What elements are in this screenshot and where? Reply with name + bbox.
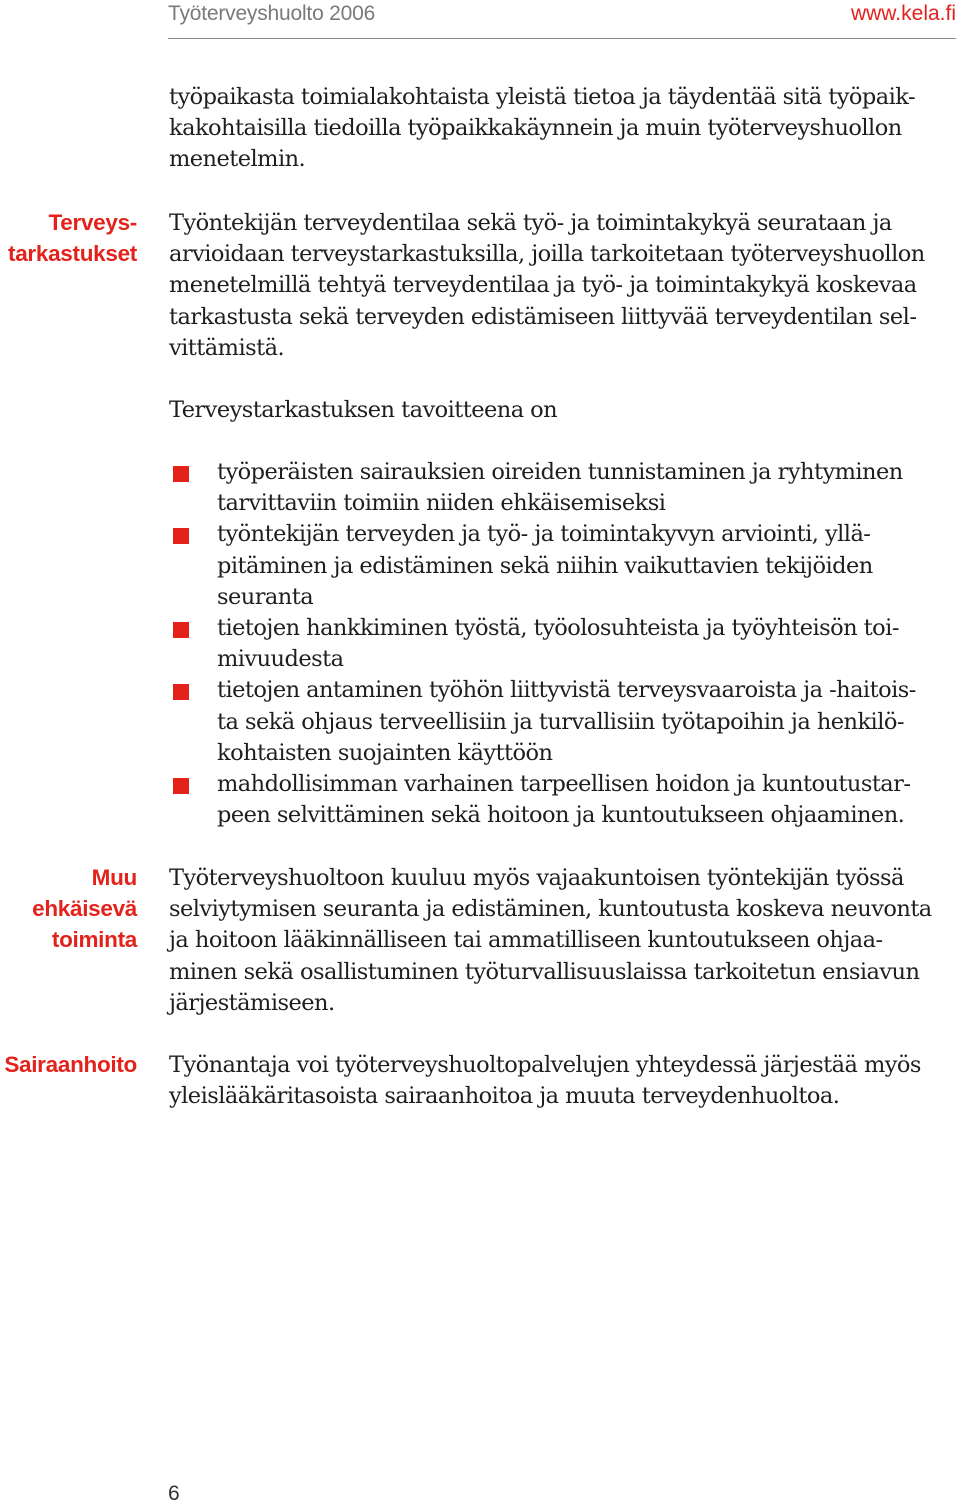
terveystarkastukset-paragraph — [169, 208, 959, 364]
intro-paragraph — [169, 82, 959, 176]
text-line: minen sekä osallistuminen työturvallisuuslaissa tarkoitetun ensiavun — [169, 958, 920, 985]
bullet-square-icon — [173, 528, 189, 544]
bullet-square-icon — [173, 466, 189, 482]
list-item — [169, 613, 959, 675]
text-line: Työntekijän terveydentilaa sekä työ- ja toimintakykyä seurataan ja — [169, 210, 892, 236]
sairaanhoito-paragraph — [169, 1050, 959, 1112]
list-item — [169, 675, 959, 769]
list-item — [169, 769, 959, 831]
text-line: järjestämiseen. — [169, 989, 335, 1016]
text-line: selviytymisen seuranta ja edistäminen, kuntoutusta koskeva neuvonta — [169, 896, 932, 923]
text-line: menetelmillä tehtyä terveydentilaa ja työ- ja toimintakykyä koskevaa — [169, 272, 917, 299]
text-line: mahdollisimman varhainen tarpeellisen hoidon ja kuntoutustar- — [217, 771, 911, 798]
site-link[interactable]: www.kela.fi — [850, 2, 956, 25]
text-line: tarkastusta sekä terveyden edistämiseen liittyvää terveydentilan sel- — [169, 303, 917, 330]
list-item — [169, 519, 959, 613]
text-line: mivuudesta — [217, 646, 344, 673]
text-line: kakohtaisilla tiedoilla työpaikkakäynnein ja muin työterveyshuollon — [169, 115, 902, 142]
text-line: Työnantaja voi työterveyshuoltopalvelujen yhteydessä järjestää myös — [169, 1052, 921, 1078]
bullet-square-icon — [173, 684, 189, 700]
side-heading-line: Sairaanhoito — [4, 1052, 137, 1077]
text-line: työpaikasta toimialakohtaista yleistä tietoa ja täydentää sitä työpaik- — [169, 84, 916, 110]
muu-paragraph — [169, 863, 959, 1019]
text-line: Työterveyshuoltoon kuuluu myös vajaakuntoisen työntekijän työssä — [169, 865, 904, 891]
text-line: yleislääkäritasoista sairaanhoitoa ja muuta terveydenhuoltoa. — [169, 1083, 840, 1110]
side-heading-line: tarkastukset — [8, 241, 137, 266]
text-line: tietojen antaminen työhön liittyvistä terveysvaaroista ja -haitois- — [217, 677, 916, 704]
header-title: Työterveyshuolto 2006 — [168, 2, 376, 25]
text-line: seuranta — [217, 583, 314, 610]
side-heading-line: Terveys- — [48, 210, 137, 235]
text-line: pitäminen ja edistäminen sekä niihin vaikuttavien tekijöiden — [217, 552, 873, 579]
goal-list — [169, 457, 959, 831]
text-line: kohtaisten suojainten käyttöön — [217, 739, 553, 766]
text-line: arvioidaan terveystarkastuksilla, joilla tarkoitetaan työterveyshuollon — [169, 241, 925, 268]
text-line: ja hoitoon lääkinnälliseen tai ammatilliseen kuntoutukseen ohjaa- — [169, 927, 883, 954]
text-line: työntekijän terveyden ja työ- ja toimintakyvyn arviointi, yllä- — [217, 521, 871, 548]
page-number: 6 — [168, 1482, 180, 1505]
side-heading-sairaanhoito — [4, 1049, 137, 1080]
goal-intro: Terveystarkastuksen tavoitteena on — [169, 397, 558, 423]
side-heading-line: toiminta — [51, 927, 137, 952]
text-line: peen selvittäminen sekä hoitoon ja kuntoutukseen ohjaaminen. — [217, 802, 905, 829]
side-heading-terveystarkastukset — [8, 207, 137, 269]
text-line: vittämistä. — [169, 334, 285, 361]
bullet-square-icon — [173, 622, 189, 638]
text-line: ta sekä ohjaus terveellisiin ja turvallisiin työtapoihin ja henkilö- — [217, 708, 904, 735]
side-heading-line: ehkäisevä — [32, 896, 137, 921]
side-heading-muu-ehkaiseva-toiminta — [32, 862, 137, 955]
bullet-square-icon — [173, 778, 189, 794]
text-line: työperäisten sairauksien oireiden tunnistaminen ja ryhtyminen — [217, 459, 903, 485]
text-line: tarvittaviin toimiin niiden ehkäisemiseksi — [217, 490, 666, 517]
side-heading-line: Muu — [91, 865, 137, 890]
text-line: menetelmin. — [169, 146, 306, 173]
header-divider — [168, 38, 956, 39]
text-line: tietojen hankkiminen työstä, työolosuhteista ja työyhteisön toi- — [217, 615, 899, 642]
list-item — [169, 457, 959, 519]
